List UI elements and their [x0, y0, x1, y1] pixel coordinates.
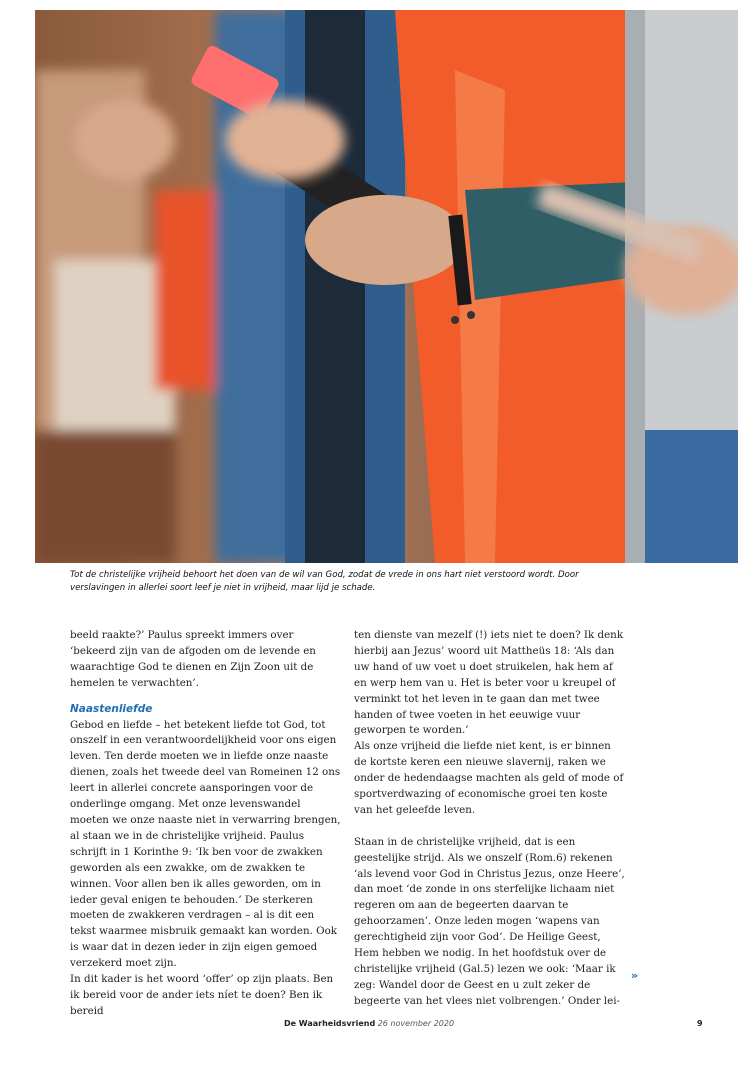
continue-marker-icon: » [631, 969, 639, 982]
paragraph: Als onze vrijheid die liefde niet kent, is er binnen de kortste keren een nieuwe slavernij, raken we onder de hedendaagse machten als geld of mode of sportverdwazing of economische groei ten koste van het geleefde leven. [354, 740, 624, 816]
photo-caption: Tot de christelijke vrijheid behoort het doen van de wil van God, zodat de vrede in ons hart niet verstoord wordt. Door verslavingen in allerlei soort leef je niet in vrijheid, maar lijd je schade. [70, 570, 579, 593]
paragraph: Staan in de christelijke vrijheid, dat is een geestelijke strijd. Als we onszelf (Rom.6) rekenen ‘als levend voor God in Christus Jezus, onze Heere’, dan moet ‘de zonde in ons sterfelijke lichaam niet regeren om aan de begeerten daarvan te gehoorzamen’. Onze leden mogen ‘wapens van gerechtigheid zijn voor God’. De Heilige Geest, Hem hebben we nodig. In het hoofdstuk over de christelijke vrijheid (Gal.5) lezen we ook: ‘Maar ik zeg: Wandel door de Geest en u zult zeker de begeerte van het vlees niet volbrengen.’ Onder lei- [354, 835, 625, 1007]
page-number: 9 [697, 1019, 703, 1028]
people-using-smartphones-photo [35, 10, 738, 563]
magazine-name: De Waarheidsvriend [283, 1019, 376, 1028]
paragraph: ten dienste van mezelf (!) iets niet te doen? Ik denk hierbij aan Jezus’ woord uit Mattheüs 18: ‘Als dan uw hand of uw voet u doet struikelen, hak hem af en werp hem van u. Het is beter voor u kreupel of verminkt tot het leven in te gaan dan met twee handen of twee voeten in het eeuwige vuur geworpen te worden.’ [354, 629, 624, 737]
left-column [70, 628, 342, 1020]
photo-illustration [35, 10, 738, 563]
issue-date: 26 november 2020 [377, 1019, 455, 1028]
paragraph: Gebod en liefde – het betekent liefde tot God, tot onszelf in een verantwoordelijkheid voor ons eigen leven. Ten derde moeten we in liefde onze naaste dienen, zoals het tweede deel van Romeinen 12 ons leert in allerlei concrete aansporingen voor de onderlinge omgang. Met onze levenswandel moeten we onze naaste niet in verwarring brengen, al staan we in de christelijke vrijheid. Paulus schrijft in 1 Korinthe 9: ‘Ik ben voor de zwakken geworden als een zwakke, om de zwakken te winnen. Voor allen ben ik alles geworden, om in ieder geval enigen te behouden.’ De sterkeren moeten de zwakkeren verdragen – al is dit een tekst waarmee misbruik gemaakt kan worden. Ook is waar dat in dezen ieder in zijn eigen gemoed verzekerd moet zijn. [70, 718, 341, 970]
paragraph: In dit kader is het woord ‘offer’ op zijn plaats. Ben ik bereid voor de ander iets níet te doen? Ben ik bereid [70, 973, 334, 1017]
right-column [354, 628, 626, 1010]
section-heading: Naastenliefde [70, 702, 153, 715]
page-footer [0, 1019, 738, 1028]
paragraph: beeld raakte?’ Paulus spreekt immers over ‘bekeerd zijn van de afgoden om de levende en waarachtige God te dienen en Zijn Zoon uit de hemelen te verwachten’. [70, 629, 316, 689]
